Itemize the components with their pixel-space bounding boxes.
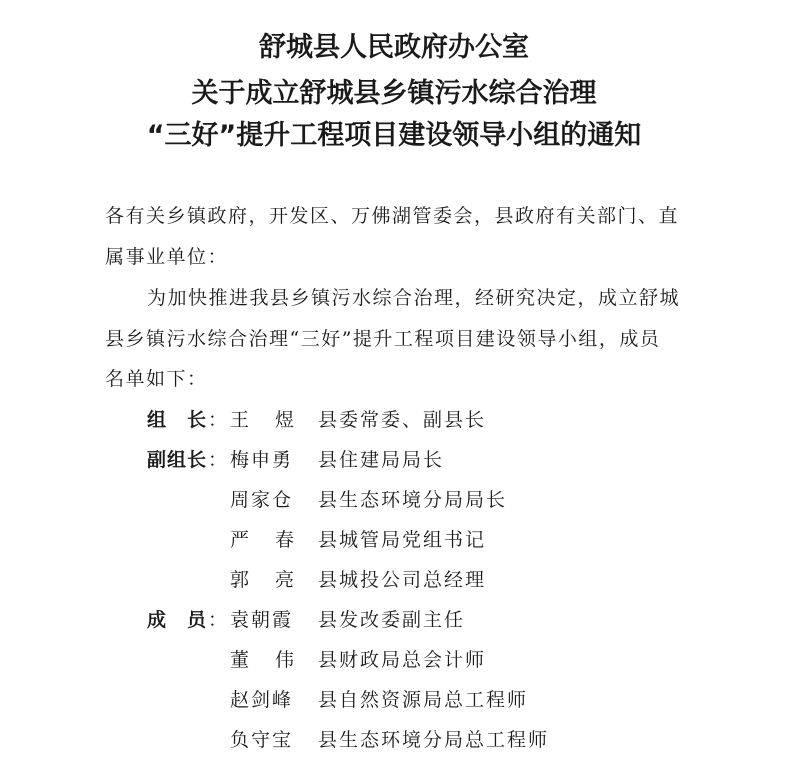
member-name: 郭亮 xyxy=(230,569,321,591)
member-name: 严春 xyxy=(230,529,321,551)
member-name: 赵剑峰 xyxy=(230,689,294,711)
member-position: 县委常委、副县长 xyxy=(318,409,487,431)
title-line-3: “三好”提升工程项目建设领导小组的通知 xyxy=(146,120,642,151)
addressee-line-1: 各有关乡镇政府，开发区、万佛湖管委会，县政府有关部门、直 xyxy=(105,205,680,227)
member-name: 梅申勇 xyxy=(230,449,294,471)
member-name: 周家仓 xyxy=(230,489,294,511)
member-position: 县自然资源局总工程师 xyxy=(318,689,529,711)
title-line-1: 舒城县人民政府办公室 xyxy=(259,32,529,63)
member-name: 袁朝霞 xyxy=(230,609,294,631)
body-line-2: 县乡镇污水综合治理“三好”提升工程项目建设领导小组，成员 xyxy=(105,328,661,350)
member-position: 县生态环境分局总工程师 xyxy=(318,729,550,751)
body-line-3: 名单如下： xyxy=(105,368,208,390)
role-label-members: 成 员： xyxy=(147,609,229,631)
member-position: 县生态环境分局局长 xyxy=(318,489,508,511)
addressee-line-2: 属事业单位： xyxy=(105,246,229,268)
role-label-deputy-leader: 副组长： xyxy=(147,449,229,471)
member-name: 负守宝 xyxy=(230,729,294,751)
member-name: 王煜 xyxy=(230,409,321,431)
member-position: 县财政局总会计师 xyxy=(318,649,487,671)
member-position: 县发改委副主任 xyxy=(318,609,466,631)
role-label-leader: 组 长： xyxy=(147,409,229,431)
member-name: 董伟 xyxy=(230,649,321,671)
member-position: 县城管局党组书记 xyxy=(318,529,487,551)
member-position: 县城投公司总经理 xyxy=(318,569,487,591)
title-line-2: 关于成立舒城县乡镇污水综合治理 xyxy=(191,78,597,109)
body-line-1: 为加快推进我县乡镇污水综合治理，经研究决定，成立舒城 xyxy=(147,287,681,309)
member-position: 县住建局局长 xyxy=(318,449,445,471)
